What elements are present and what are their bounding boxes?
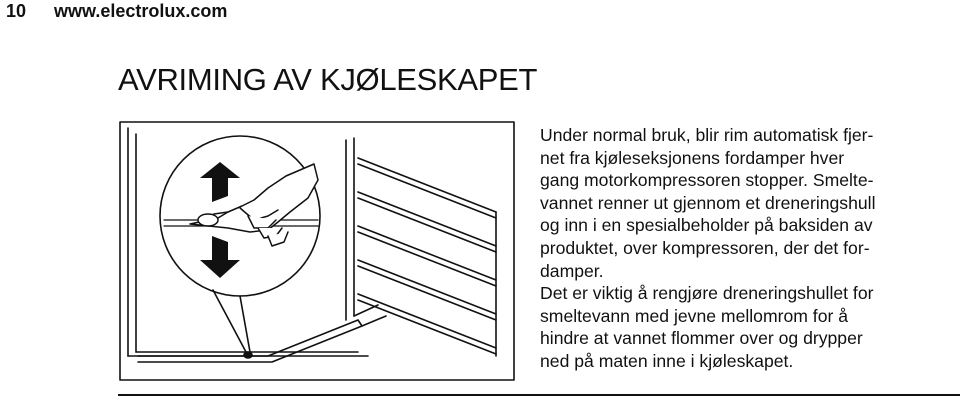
instruction-text	[540, 124, 950, 373]
bottom-divider	[118, 394, 960, 396]
page-number: 10	[6, 1, 27, 21]
text-line: gang motorkompressoren stopper. Smelte-	[540, 170, 874, 191]
drain-hole	[244, 352, 252, 358]
text-line: smeltevann med jevne mellomrom for å	[540, 305, 849, 326]
text-line: net fra kjøleseksjonens fordamper hver	[540, 147, 845, 168]
text-line: Det er viktig å rengjøre dreneringshullet for	[540, 283, 874, 304]
cooling-ribs	[358, 158, 496, 356]
site-url: www.electrolux.com	[54, 1, 228, 21]
text-line: damper.	[540, 260, 604, 281]
text-line: hindre at vannet flommer over og drypper	[540, 328, 863, 349]
section-title: AVRIMING AV KJØLESKAPET	[118, 62, 538, 97]
text-line: og inn i en spesialbeholder på baksiden av	[540, 215, 873, 236]
text-line: ned på maten inne i kjøleskapet.	[540, 350, 794, 371]
drain-hole-cleaning-illustration	[118, 120, 516, 382]
text-line: produktet, over kompressoren, der det for-	[540, 237, 870, 258]
text-line: Under normal bruk, blir rim automatisk fjer-	[540, 125, 874, 145]
text-line: vannet renner ut gjennom et dreneringshull	[540, 192, 876, 213]
